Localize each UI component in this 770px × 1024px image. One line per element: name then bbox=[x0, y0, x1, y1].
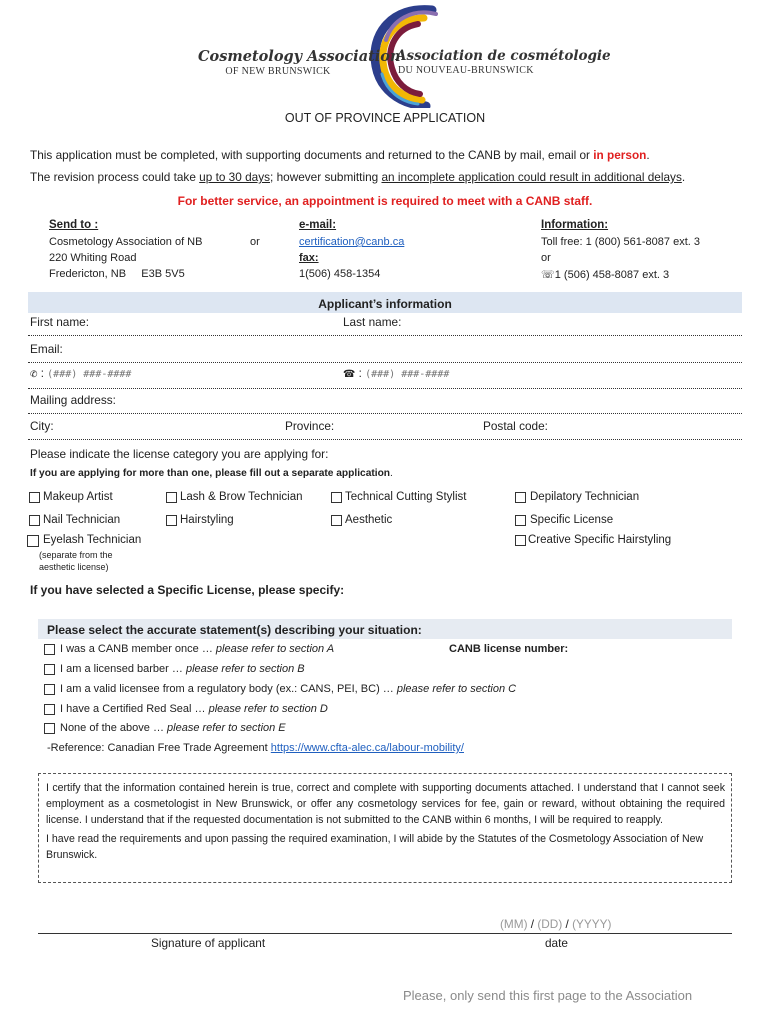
certification-box bbox=[38, 773, 732, 883]
situation-item bbox=[60, 722, 286, 734]
situation-checkbox[interactable] bbox=[44, 664, 55, 675]
intro-line-2 bbox=[30, 170, 685, 184]
address-line-3: Fredericton, NB E3B 5V5 bbox=[49, 268, 185, 280]
province-label[interactable]: Province: bbox=[285, 419, 335, 433]
logo-french bbox=[396, 48, 611, 76]
footer-note: Please, only send this first page to the Association bbox=[403, 988, 693, 1003]
reference-text: -Reference: Canadian Free Trade Agreement bbox=[47, 742, 271, 754]
logo-en-line1: Cosmetology Association bbox=[198, 48, 401, 65]
certification-paragraph-2: I have read the requirements and upon passing the required examination, I will abide by the Statutes of the Cosmetology Association of New Brunswick. bbox=[46, 833, 704, 861]
depilatory-label: Depilatory Technician bbox=[530, 491, 640, 503]
situation-item-ref: please refer to section B bbox=[185, 663, 305, 675]
logo-fr-line1: Association de cosmétologie bbox=[396, 48, 611, 64]
date-slash-2: / bbox=[565, 917, 569, 931]
phone-prefix-2: : bbox=[358, 368, 362, 380]
date-dd: (DD) bbox=[537, 917, 563, 931]
situation-item-text: I have a Certified Red Seal … bbox=[60, 703, 209, 715]
situation-item-text: I am a licensed barber … bbox=[60, 663, 186, 675]
situation-item-ref: please refer to section D bbox=[208, 703, 328, 715]
contact-or: or bbox=[250, 236, 260, 248]
city-label[interactable]: City: bbox=[30, 419, 54, 433]
situation-checkbox[interactable] bbox=[44, 704, 55, 715]
intro-line-2a: The revision process could take bbox=[30, 170, 200, 184]
eyelash-note-2: aesthetic license) bbox=[39, 562, 109, 572]
mailing-address-label[interactable]: Mailing address: bbox=[30, 393, 116, 407]
divider bbox=[28, 388, 742, 389]
aesthetic-label: Aesthetic bbox=[345, 514, 393, 526]
situation-item bbox=[60, 643, 334, 655]
makeup-artist-label: Makeup Artist bbox=[43, 491, 113, 503]
situation-item-ref: please refer to section A bbox=[215, 643, 335, 655]
phone-field-2[interactable] bbox=[343, 368, 495, 380]
intro-30-days: up to 30 days bbox=[199, 170, 271, 184]
situation-checkbox[interactable] bbox=[44, 684, 55, 695]
fax-number: 1(506) 458-1354 bbox=[299, 268, 381, 280]
appointment-notice: For better service, an appointment is required to meet with a CANB staff. bbox=[177, 194, 593, 208]
reference-link[interactable]: https://www.cfta-alec.ca/labour-mobility/ bbox=[270, 742, 464, 754]
eyelash-technician-checkbox[interactable] bbox=[27, 535, 39, 547]
intro-in-person: in person bbox=[593, 148, 647, 162]
email-field-label[interactable]: Email: bbox=[30, 342, 63, 356]
logo-en-line2: OF NEW BRUNSWICK bbox=[225, 66, 331, 77]
send-to-label: Send to : bbox=[49, 219, 99, 231]
creative-hairstyling-checkbox[interactable] bbox=[515, 535, 526, 546]
lash-brow-checkbox[interactable] bbox=[166, 492, 177, 503]
situation-item-text: I am a valid licensee from a regulatory body (ex.: CANS, PEI, BC) … bbox=[60, 683, 397, 695]
technical-cutting-checkbox[interactable] bbox=[331, 492, 342, 503]
divider bbox=[28, 439, 742, 440]
email-link[interactable]: certification@canb.ca bbox=[299, 236, 405, 248]
situation-item-ref: please refer to section E bbox=[167, 722, 286, 734]
creative-hairstyling-label: Creative Specific Hairstyling bbox=[528, 534, 672, 546]
nail-technician-checkbox[interactable] bbox=[29, 515, 40, 526]
hairstyling-checkbox[interactable] bbox=[166, 515, 177, 526]
intro-line-1c: . bbox=[646, 148, 650, 162]
divider bbox=[28, 413, 742, 414]
fax-label: fax: bbox=[299, 252, 319, 264]
intro-line-2e: . bbox=[681, 170, 686, 184]
signature-label: Signature of applicant bbox=[151, 936, 266, 950]
eyelash-technician-label: Eyelash Technician bbox=[43, 534, 142, 546]
aesthetic-checkbox[interactable] bbox=[331, 515, 342, 526]
license-note-end: . bbox=[390, 468, 393, 479]
date-label: date bbox=[545, 936, 568, 950]
certification-paragraph-1: I certify that the information contained herein is true, correct and complete with supporting documents attached. I understand that I cannot seek employment as a cosmetologist in New Brunswick, or offer any cosmetology services for fee, gain or reward, without obtaining the required license. I understand that if the requested documentation is not submitted to the CANB within 6 months, I will be required to reapply. bbox=[46, 782, 725, 826]
situation-item-ref: please refer to section C bbox=[396, 683, 517, 695]
specific-license-checkbox[interactable] bbox=[515, 515, 526, 526]
logo-english bbox=[198, 48, 401, 77]
makeup-artist-checkbox[interactable] bbox=[29, 492, 40, 503]
toll-free: Toll free: 1 (800) 561-8087 ext. 3 bbox=[541, 236, 700, 248]
lash-brow-label: Lash & Brow Technician bbox=[180, 491, 303, 503]
eyelash-note-1: (separate from the bbox=[39, 550, 113, 560]
reference-line bbox=[47, 742, 464, 754]
page-title: OUT OF PROVINCE APPLICATION bbox=[284, 111, 486, 125]
situation-item bbox=[60, 683, 516, 695]
specific-license-label: Specific License bbox=[530, 514, 614, 526]
divider bbox=[28, 335, 742, 336]
phone-input-1[interactable] bbox=[47, 369, 177, 380]
situation-title: Please select the accurate statement(s) describing your situation: bbox=[47, 623, 422, 637]
first-name-label[interactable]: First name: bbox=[30, 315, 89, 329]
specific-license-prompt: If you have selected a Specific License, please specify: bbox=[30, 583, 345, 597]
situation-item-text: None of the above … bbox=[60, 722, 168, 734]
intro-incomplete: an incomplete application could result in additional delays bbox=[381, 170, 682, 184]
situation-item-text: I was a CANB member once … bbox=[60, 643, 216, 655]
postal-code-label[interactable]: Postal code: bbox=[483, 419, 548, 433]
date-mm: (MM) bbox=[500, 917, 528, 931]
license-number-label[interactable]: CANB license number: bbox=[449, 643, 569, 655]
situation-item bbox=[60, 663, 305, 675]
divider bbox=[28, 362, 742, 363]
signature-line[interactable] bbox=[38, 933, 732, 934]
date-slash-1: / bbox=[530, 917, 535, 931]
last-name-label[interactable]: Last name: bbox=[343, 315, 402, 329]
date-format[interactable] bbox=[500, 917, 611, 931]
hairstyling-label: Hairstyling bbox=[180, 514, 234, 526]
fax-machine-icon: ✆ bbox=[30, 369, 38, 379]
telephone-icon: ☎ bbox=[343, 369, 356, 380]
info-or: or bbox=[541, 252, 551, 264]
situation-item bbox=[60, 703, 328, 715]
address-line-1: Cosmetology Association of NB bbox=[49, 236, 203, 248]
license-note bbox=[30, 468, 393, 479]
license-note-text: If you are applying for more than one, please fill out a separate application bbox=[30, 468, 391, 479]
technical-cutting-label: Technical Cutting Stylist bbox=[345, 491, 467, 503]
intro-line-1 bbox=[30, 148, 650, 162]
intro-line-1a: This application must be completed, with supporting documents and returned to the CANB by mail, email or bbox=[30, 148, 594, 162]
phone-field-1[interactable] bbox=[30, 368, 177, 380]
phone-prefix-1: : bbox=[40, 368, 44, 380]
situation-checkbox[interactable] bbox=[44, 723, 55, 734]
intro-line-2c: ; however submitting bbox=[270, 170, 382, 184]
license-prompt: Please indicate the license category you are applying for: bbox=[30, 447, 329, 461]
information-label: Information: bbox=[541, 219, 609, 231]
logo-fr-line2: DU NOUVEAU-BRUNSWICK bbox=[398, 65, 534, 76]
applicant-section-title: Applicant’s information bbox=[318, 297, 452, 311]
nail-technician-label: Nail Technician bbox=[43, 514, 121, 526]
depilatory-checkbox[interactable] bbox=[515, 492, 526, 503]
email-label: e-mail: bbox=[299, 219, 337, 231]
address-line-2: 220 Whiting Road bbox=[49, 252, 137, 264]
info-phone: ☏1 (506) 458-8087 ext. 3 bbox=[541, 269, 670, 281]
situation-checkbox[interactable] bbox=[44, 644, 55, 655]
phone-input-2[interactable] bbox=[365, 369, 495, 380]
date-yyyy: (YYYY) bbox=[572, 917, 612, 931]
